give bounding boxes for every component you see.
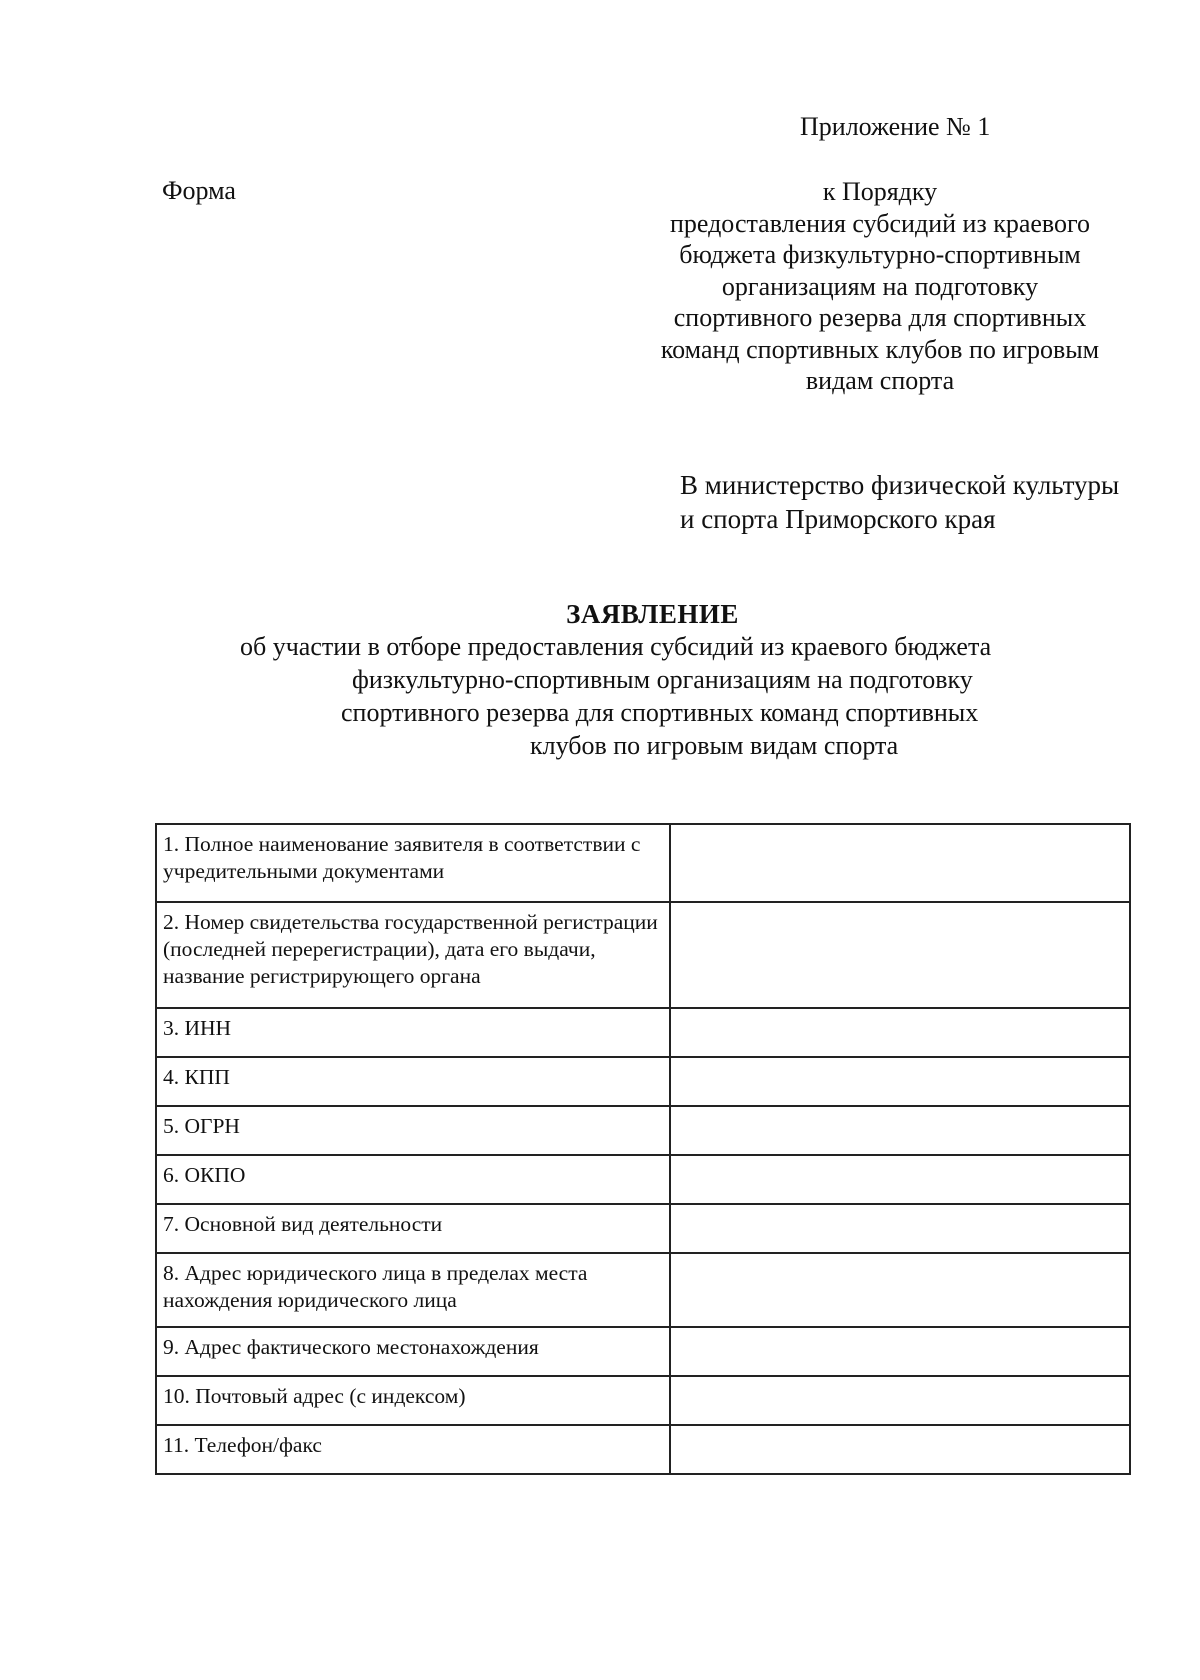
table-row xyxy=(156,1253,1130,1327)
document-title: ЗАЯВЛЕНИЕ xyxy=(566,599,739,629)
table-row xyxy=(156,824,1130,902)
appendix-line: спортивного резерва для спортивных xyxy=(673,303,1087,332)
field-label: 7. Основной вид деятельности xyxy=(156,1204,670,1253)
appendix-line: бюджета физкультурно-спортивным xyxy=(679,240,1081,269)
application-form-table xyxy=(155,823,1131,1475)
addressee-block xyxy=(680,468,1119,536)
appendix-line: к Порядку xyxy=(822,177,938,206)
table-row xyxy=(156,1155,1130,1204)
field-label: 9. Адрес фактического местонахождения xyxy=(156,1327,670,1376)
field-label: 10. Почтовый адрес (с индексом) xyxy=(156,1376,670,1425)
table-row xyxy=(156,1327,1130,1376)
addressee-line: В министерство физической культуры xyxy=(680,470,1120,500)
field-label: 6. ОКПО xyxy=(156,1155,670,1204)
field-value[interactable] xyxy=(670,1057,1130,1106)
subtitle-line: клубов по игровым видам спорта xyxy=(530,731,899,760)
field-label: 5. ОГРН xyxy=(156,1106,670,1155)
table-row xyxy=(156,902,1130,1008)
table-row xyxy=(156,1204,1130,1253)
field-label: 3. ИНН xyxy=(156,1008,670,1057)
appendix-line: предоставления субсидий из краевого xyxy=(669,208,1091,238)
subtitle-line: спортивного резерва для спортивных команд спортивных xyxy=(341,698,979,727)
appendix-line: видам спорта xyxy=(805,366,955,395)
field-value[interactable] xyxy=(670,1008,1130,1057)
subtitle-line: об участии в отборе предоставления субсидий из краевого бюджета xyxy=(240,632,992,661)
field-value[interactable] xyxy=(670,824,1130,902)
table-row xyxy=(156,1376,1130,1425)
appendix-line: команд спортивных клубов по игровым xyxy=(660,334,1100,364)
appendix-title: Приложение № 1 xyxy=(800,112,991,141)
field-value[interactable] xyxy=(670,1106,1130,1155)
field-label: 11. Телефон/факс xyxy=(156,1425,670,1474)
subtitle-line: физкультурно-спортивным организациям на подготовку xyxy=(352,665,973,694)
field-value[interactable] xyxy=(670,1155,1130,1204)
field-label: 8. Адрес юридического лица в пределах места нахождения юридического лица xyxy=(156,1253,670,1327)
table-row xyxy=(156,1057,1130,1106)
field-label: 1. Полное наименование заявителя в соответствии с учредительными документами xyxy=(156,824,670,902)
appendix-reference xyxy=(620,176,1140,397)
appendix-line: организациям на подготовку xyxy=(721,271,1039,301)
document-subtitle xyxy=(0,630,1200,762)
table-row xyxy=(156,1008,1130,1057)
field-value[interactable] xyxy=(670,902,1130,1008)
table-row xyxy=(156,1106,1130,1155)
field-value[interactable] xyxy=(670,1425,1130,1474)
table-row xyxy=(156,1425,1130,1474)
field-label: 2. Номер свидетельства государственной регистрации (последней перерегистрации), дата его выдачи, название регистрирующего органа xyxy=(156,902,670,1008)
addressee-line: и спорта Приморского края xyxy=(680,504,996,534)
field-label: 4. КПП xyxy=(156,1057,670,1106)
field-value[interactable] xyxy=(670,1376,1130,1425)
field-value[interactable] xyxy=(670,1327,1130,1376)
form-label: Форма xyxy=(162,176,236,205)
field-value[interactable] xyxy=(670,1204,1130,1253)
field-value[interactable] xyxy=(670,1253,1130,1327)
